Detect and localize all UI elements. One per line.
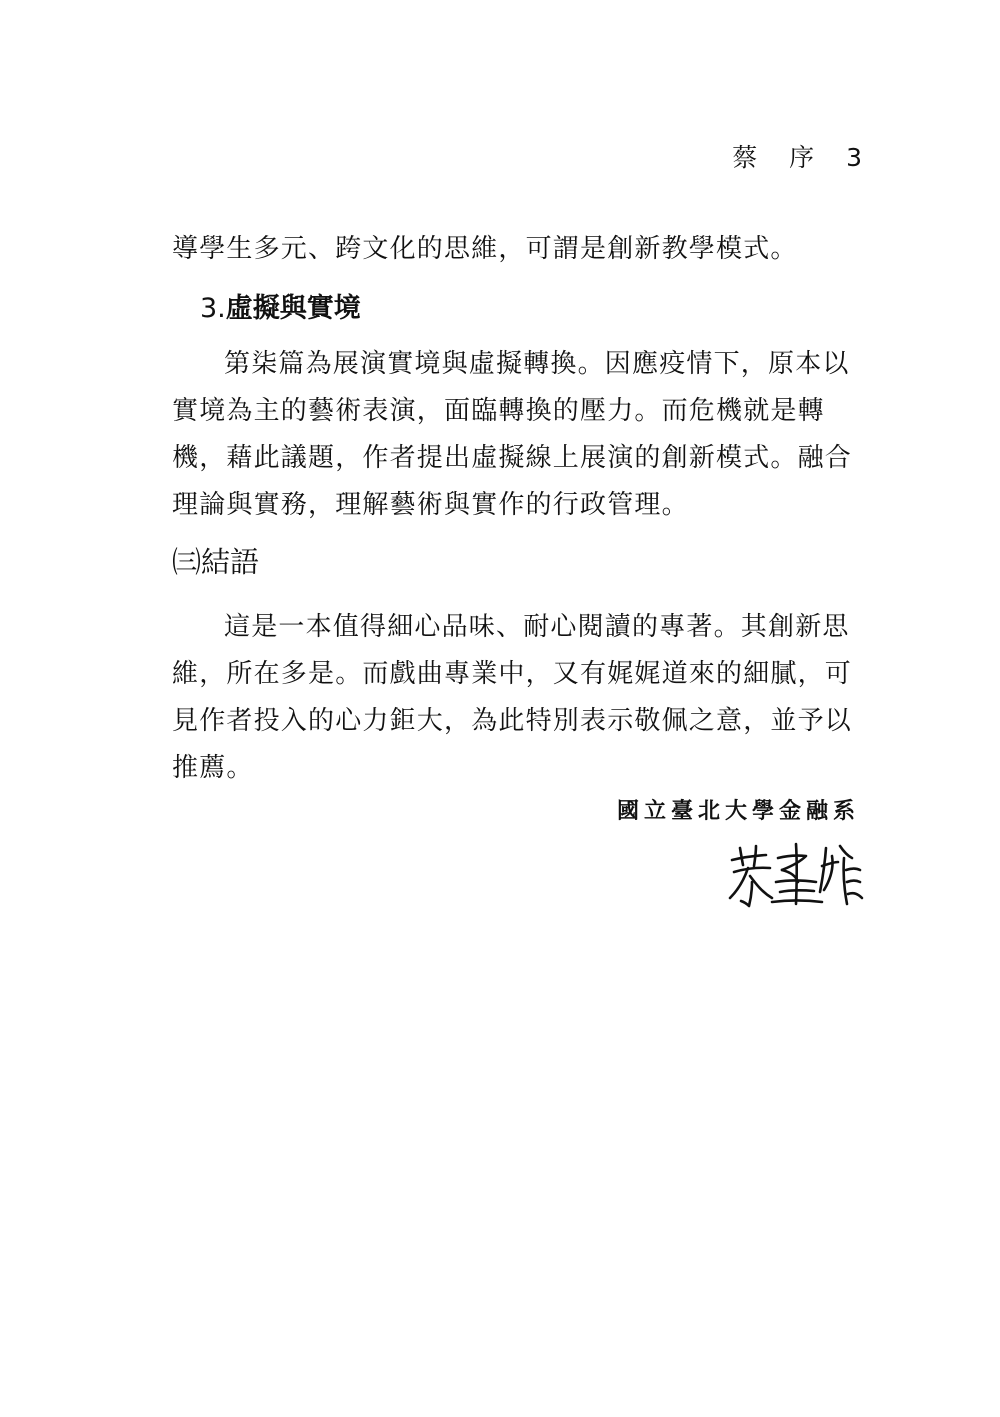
subsection-number: 3. bbox=[200, 293, 226, 324]
section-title: 結語 bbox=[201, 545, 260, 579]
text-line: 實境為主的藝術表演，面臨轉換的壓力。而危機就是轉 bbox=[172, 396, 825, 426]
paragraph-continued bbox=[172, 226, 862, 273]
subsection-heading bbox=[200, 289, 361, 329]
header-title: 蔡 序 bbox=[732, 143, 827, 172]
section-heading bbox=[172, 542, 259, 582]
text-line: 導學生多元、跨文化的思維，可謂是創新教學模式。 bbox=[172, 234, 798, 264]
running-header bbox=[732, 142, 862, 174]
paragraph-virtual-reality bbox=[172, 341, 862, 529]
page-number: 3 bbox=[846, 143, 862, 172]
handwritten-signature bbox=[726, 838, 866, 910]
subsection-title: 虛擬與實境 bbox=[225, 293, 361, 324]
text-line: 維，所在多是。而戲曲專業中，又有娓娓道來的細膩，可 bbox=[172, 659, 853, 689]
text-line: 機，藉此議題，作者提出虛擬線上展演的創新模式。融合 bbox=[172, 443, 853, 473]
text-line: 這是一本值得細心品味、耐心閱讀的專著。其創新思 bbox=[224, 612, 850, 642]
paragraph-conclusion bbox=[172, 604, 862, 792]
section-number: ㈢ bbox=[172, 545, 202, 579]
text-line: 見作者投入的心力鉅大，為此特別表示敬佩之意，並予以 bbox=[172, 706, 853, 736]
text-line: 推薦。 bbox=[172, 753, 254, 783]
text-line: 第柒篇為展演實境與虛擬轉換。因應疫情下，原本以 bbox=[224, 349, 850, 379]
text-line: 理論與實務，理解藝術與實作的行政管理。 bbox=[172, 490, 689, 520]
author-affiliation: 國立臺北大學金融系 bbox=[616, 798, 860, 824]
